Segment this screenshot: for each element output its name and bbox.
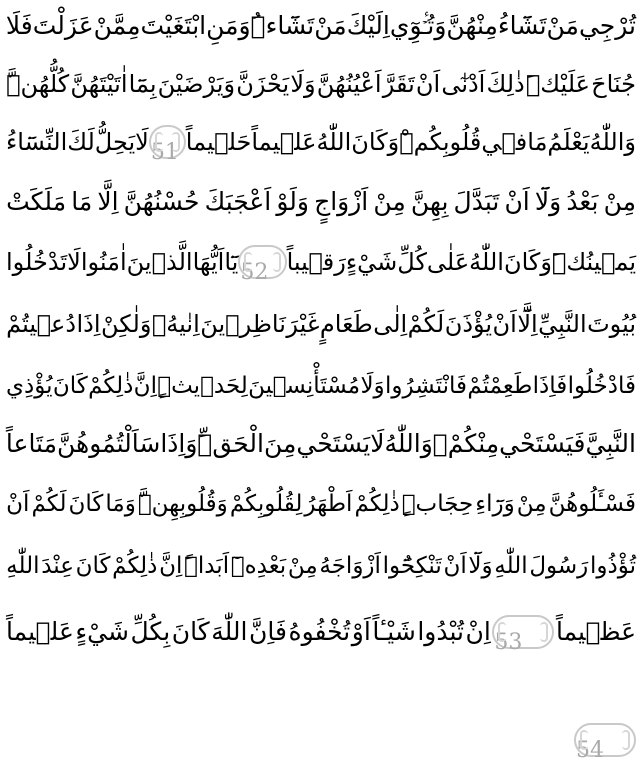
word: اَوْ [351,617,371,646]
word: يَسْتَحْي [296,429,371,458]
word: اَيُّهَا [192,248,225,276]
text-line [6,418,636,470]
word: مَا [527,128,548,156]
word: قُلُوبِكُمْۜ [399,128,482,156]
word: مِنْ [603,187,636,216]
word: وَلَا [360,373,385,399]
text-line [6,298,636,350]
word: وَلَا [290,70,316,98]
text-line [6,116,636,168]
word: النِّسَٓاءُ [6,128,68,156]
word: لَكُمْ [31,491,67,517]
word: كُلِّ [397,248,427,276]
word: بِكُلِّ [130,617,171,646]
word: اَزْوَاجٍ [314,187,369,216]
word: كَانَ [52,373,88,399]
word: يَم۪ينُكَۜ [551,248,636,276]
word: غَيْرَ [286,310,320,338]
word: وَاللّٰهُ [384,429,433,458]
word: لَا [370,429,385,458]
word: طَعِمْتُمْ [467,373,533,399]
word: حُسْنُهُنَّ [123,187,200,216]
ayah-number-marker: 53 [492,615,554,649]
word: فَانْتَشِرُوا [385,373,468,399]
word: مَا [71,187,93,216]
word: ذٰلِكُمْ [112,553,158,579]
text-line [6,176,636,228]
word: جُنَاحَ [591,70,636,98]
word: يُؤْذِي [6,373,53,399]
word: بَعْدُ [566,187,599,216]
word: يَحِلُّ [94,128,136,156]
word: وَمَا [105,491,136,517]
word: لَا [67,248,81,276]
word: وَرَٓاءِ [475,491,515,517]
word: فَيَسْتَحْي [499,429,586,458]
word: حَل۪يماً [185,128,252,156]
word: تَشَٓاءُۜ [250,11,315,40]
word: اَزْوَاجَهُ [319,553,381,579]
word: اِلَّٓا [517,310,538,338]
word: اَنْ [443,553,467,579]
word: وَلَوْ [276,187,309,216]
word: ذٰلِكُمْ [354,491,400,517]
word: مَلَكَتْ [6,187,67,216]
word: كَانَ [68,491,104,517]
word: وَيَرْضَيْنَ [157,70,236,98]
word: اِلٰى [373,310,408,338]
text-line [6,714,636,766]
word: تَبَدَّلَ [453,187,500,216]
word: يَعْلَمُ [547,128,590,156]
word: اِنٰيهُۙ [151,310,200,338]
word: كَانَ [171,617,210,646]
word: اِذَا [76,310,101,338]
word: مَنْ [546,11,579,40]
word: يَحْزَنَّ [236,70,290,98]
word: رَسُولَ [529,553,589,579]
word: تَقَرَّ [382,70,415,98]
word: وَاِذَا [160,429,198,458]
word: عِنْدَ [41,553,74,579]
word: وَاللّٰهُ [589,128,636,156]
word: ذٰلِكَ [486,70,525,98]
word: مِنَ [263,429,297,458]
word: اِنْ [465,617,491,646]
word: اَبَداًۜ [184,553,230,579]
word: كُلُّهُنَّۜ [6,70,70,98]
word: بِمَٓا [128,70,157,98]
word: النَّبِيَّ [585,429,636,458]
text-line [6,360,636,412]
word: حِجَابٍۜ [401,491,474,517]
text-line [6,236,636,288]
word: تَنْكِحُٓوا [382,553,442,579]
word: اَعْجَبَكَ [204,187,272,216]
word: عَل۪يماً [251,128,317,156]
word: مِنْ [287,553,318,579]
text-line [6,0,636,52]
word: اللّٰهُ [316,128,352,156]
word: شَيْءٍ [345,248,398,276]
word: اٰتَيْتَهُنَّ [70,70,128,98]
word: ف۪ي [481,128,528,156]
word: بَعْدِه۪ٓ [230,553,287,579]
word: اللّٰهُ [469,248,504,276]
word: ذٰلِكُمْ [88,373,134,399]
word: مَتَاعاً [5,429,57,458]
word: اِلَّا [97,187,119,216]
word: اِلَيْكَ [346,11,390,40]
word: الَّذ۪ينَ [126,248,193,276]
word: وَقُلُوبِهِنَّۜ [137,491,228,517]
word: مِمَّنْ [93,11,141,40]
word: وَلَٓا [534,187,562,216]
word: ابْتَغَيْتَ [140,11,207,40]
word: نَاظِر۪ينَ [200,310,286,338]
word: وَمَنِ [206,11,251,40]
word: اٰمَنُوا [80,248,127,276]
word: تُؤْذُوا [589,553,636,579]
word: يَٓا [224,248,239,276]
word: فَسْـَٔلُوهُنَّ [548,491,636,517]
word: عَلَيْكَۜ [525,70,590,98]
word: كَانَ [75,553,111,579]
word: فَلَا [5,11,33,40]
text-line [6,540,636,592]
word: اللّٰهِ [6,553,40,579]
word: اَنْ [492,310,517,338]
word: لِحَد۪يثٍۜ [157,373,248,399]
word: النَّبِيِّ [538,310,587,338]
word: طَعَامٍ [319,310,373,338]
word: الْحَقِّۜ [197,429,264,458]
word: اَدْنٰٓى [441,70,486,98]
word: لَكُمْ [407,310,445,338]
word: شَيْءٍ [75,617,129,646]
word: وَكَانَ [503,248,552,276]
word: لَا [135,128,149,156]
word: اَعْيُنُهُنَّ [316,70,382,98]
word: بُيُوتَ [587,310,636,338]
word: يُؤْذَنَ [444,310,493,338]
word: تَدْخُلُوا [6,248,68,276]
word: دُع۪يتُمْ [6,310,77,338]
word: اَنْ [504,187,530,216]
word: عَل۪يماً [6,617,74,646]
word: سَاَلْتُمُوهُنَّ [57,429,161,458]
word: اِنَّ [159,553,183,579]
word: اللّٰهَ [211,617,248,646]
word: مَنْ [314,11,347,40]
word: تُخْفُوهُ [288,617,351,646]
word: اَنْ [6,491,30,517]
word: وَلٰكِنْ [100,310,152,338]
word: بِهِنَّ [410,187,449,216]
word: اَنْ [415,70,441,98]
word: مُسْتَأْنِس۪ينَ [248,373,361,399]
word: فَاِذَا [532,373,568,399]
word: مِنْهُنَّ [446,11,498,40]
text-line [6,606,636,658]
word: مِنْكُمْۘ [432,429,500,458]
ayah-number-marker: 51 [149,125,186,159]
ayah-number-marker: 52 [238,245,286,279]
word: رَق۪يباً [286,248,346,276]
word: فَادْخُلُوا [567,373,636,399]
word: لِقُلُوبِكُمْ [229,491,303,517]
word: اللّٰهِ [494,553,528,579]
word: وَلَٓا [468,553,493,579]
word: فَاِنَّ [248,617,287,646]
ayah-number-marker: 54 [574,723,636,757]
word: تُبْدُوا [417,617,464,646]
word: لَكَ [67,128,95,156]
word: عَلٰى [426,248,470,276]
word: اِنَّ [133,373,157,399]
word: وَتُـٔۡوِٓي [389,11,447,40]
text-line [6,58,636,110]
word: تُرْجِي [578,11,636,40]
word: تَشَٓاءُ [497,11,547,40]
word: وَكَانَ [351,128,400,156]
word: عَزَلْتَ [32,11,94,40]
word: مِنْ [516,491,547,517]
text-line [6,478,636,530]
word: عَظ۪يماً [555,617,636,646]
word: مِنْ [373,187,406,216]
word: شَيْـٔاً [372,617,416,646]
word: اَطْهَرُ [304,491,353,517]
